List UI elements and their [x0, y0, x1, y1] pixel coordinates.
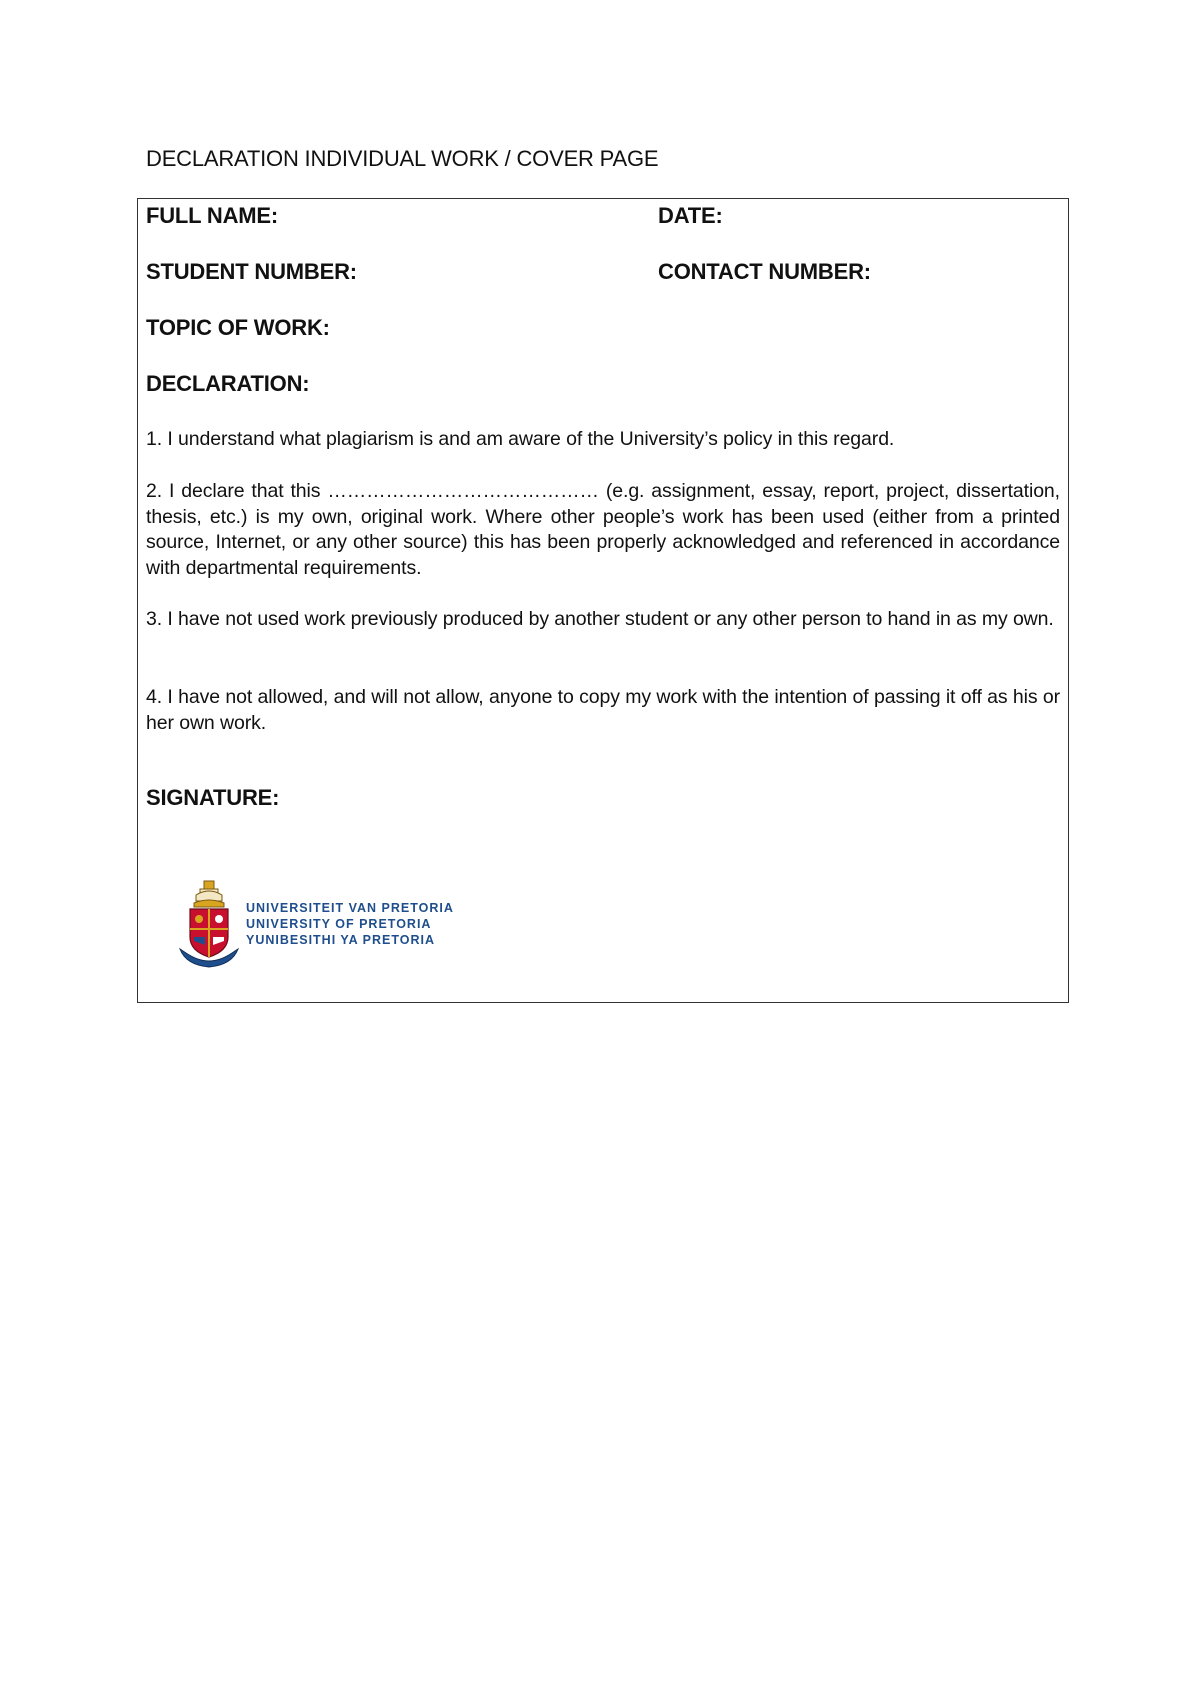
topic-of-work-label: TOPIC OF WORK:: [146, 315, 330, 340]
declaration-label: DECLARATION:: [146, 371, 310, 396]
logo-text-sepedi: YUNIBESITHI YA PRETORIA: [246, 933, 436, 947]
logo-text-afrikaans: UNIVERSITEIT VAN PRETORIA: [246, 901, 454, 915]
declaration-item-4: 4. I have not allowed, and will not allow, anyone to copy my work with the intention of passing it off as his or her own work.: [146, 686, 1060, 734]
declaration-item-2: 2. I declare that this …………………………………… (e.g. assignment, essay, report, project, dissertation, thesis, etc.) is my own, original work. Where other people’s work has been used (either from a printed source, Internet, or any other source) this has been properly acknowledged and referenced in accordance with departmental requirements.: [146, 480, 1060, 579]
declaration-item-1: 1. I understand what plagiarism is and am aware of the University’s policy in this regard.: [146, 428, 895, 450]
university-logo: [178, 879, 454, 969]
full-name-label: FULL NAME:: [146, 203, 279, 228]
declaration-item-3: 3. I have not used work previously produced by another student or any other person to hand in as my own.: [146, 608, 1054, 630]
contact-number-label: CONTACT NUMBER:: [658, 259, 871, 284]
page-title: DECLARATION INDIVIDUAL WORK / COVER PAGE: [146, 146, 659, 171]
university-crest-icon: [178, 879, 240, 969]
logo-text-english: UNIVERSITY OF PRETORIA: [246, 917, 432, 931]
student-number-label: STUDENT NUMBER:: [146, 259, 357, 284]
date-label: DATE:: [658, 203, 723, 228]
signature-label: SIGNATURE:: [146, 785, 280, 810]
declaration-form: [137, 198, 1069, 1003]
